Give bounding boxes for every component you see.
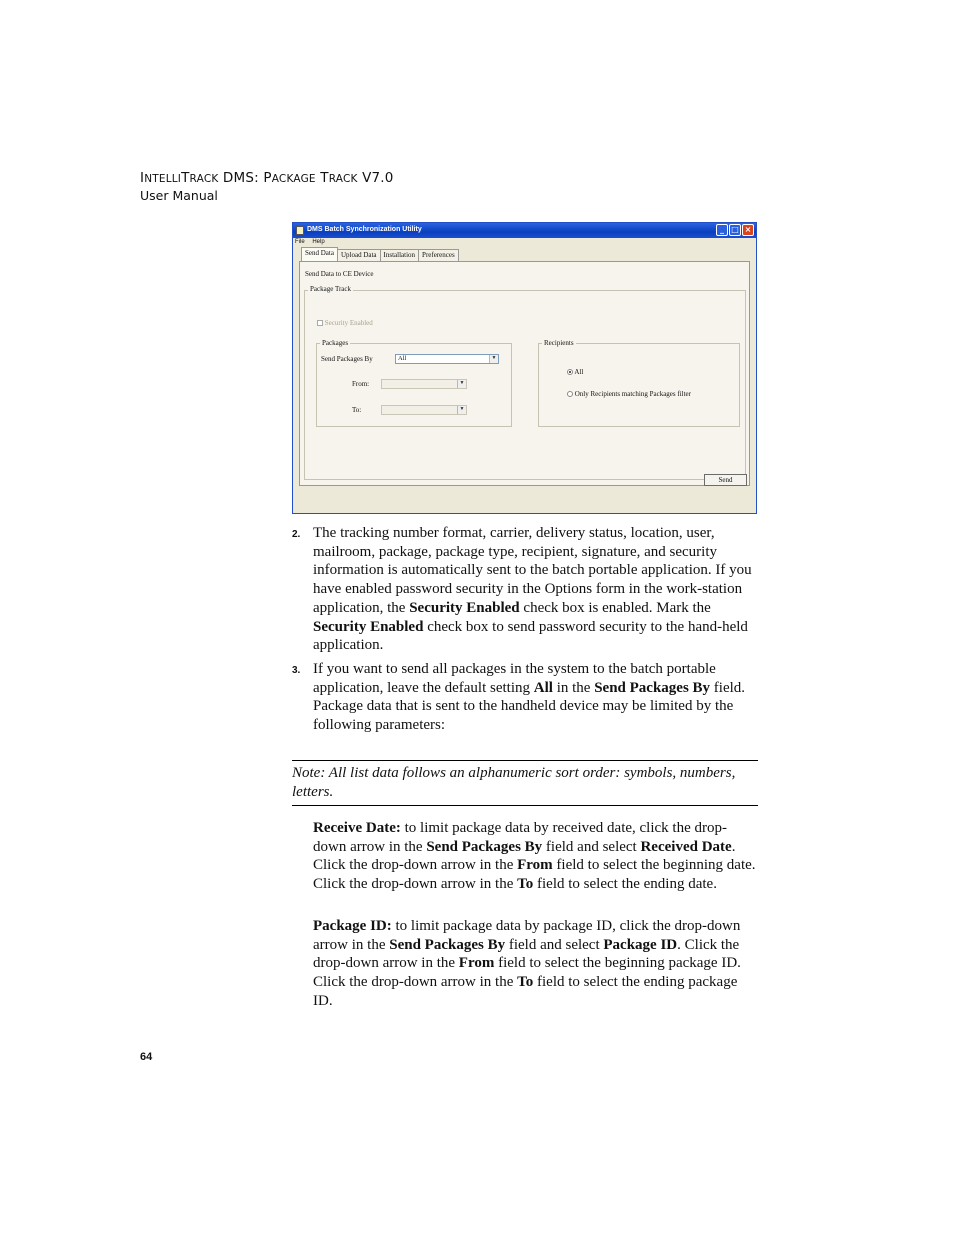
bold-term: Receive Date: [313,820,401,836]
header-part: RACK [189,173,219,185]
note-box: Note: All list data follows an alphanumeric sort order: symbols, numbers, letters. [292,760,758,806]
text-run: field and select [542,838,641,855]
radio-all[interactable] [567,369,573,375]
header-part: T [315,170,329,186]
package-id-paragraph [313,917,758,1011]
menu-file[interactable]: File [295,239,305,245]
bold-term: To [517,974,534,991]
step-3 [292,660,758,735]
radio-all-row[interactable] [567,368,583,376]
chevron-down-icon[interactable]: ▼ [457,380,466,388]
bold-term: Security Enabled [409,599,520,616]
app-icon [296,226,304,235]
text-run: field to select the ending date. [533,876,717,893]
app-window-screenshot [292,222,757,514]
header-part: ACKAGE [271,173,316,185]
step-number: 3. [292,665,301,676]
bold-term: Send Packages By [426,838,543,855]
text-run: field and select [505,936,604,953]
text-run: check box to send password security to the hand-held application. [313,618,748,654]
minimize-icon[interactable]: _ [716,224,728,236]
bold-term: Security Enabled [313,618,424,635]
header-subtitle: User Manual [140,188,218,203]
header-part: NTELLI [144,173,182,185]
bold-term: To [517,876,534,893]
tab-installation[interactable]: Installation [380,249,420,261]
package-track-group [304,285,746,484]
radio-matching-row[interactable] [567,390,691,398]
send-packages-by-select[interactable] [395,354,499,364]
bold-term: From [458,955,495,972]
text-run: . Click the drop-down arrow in the [313,936,740,972]
header-part: I [140,170,145,186]
menu-help[interactable]: Help [312,239,325,245]
window-title: DMS Batch Synchronization Utility [307,226,422,233]
text-run: field to select the ending package ID. [313,974,738,1009]
step-text [313,524,758,655]
page-number: 64 [140,1051,153,1063]
header-part: DMS: P [218,170,272,186]
title-bar [293,223,756,238]
bold-term: From [517,857,553,874]
packages-group [316,339,512,427]
to-label: To: [352,406,362,414]
running-header [140,170,394,186]
send-data-panel [299,261,750,486]
step-number: 2. [292,529,301,540]
tab-preferences[interactable]: Preferences [418,249,459,261]
packages-group-title: Packages [322,339,349,347]
send-button[interactable]: Send [704,474,747,486]
header-part: RACK [328,173,358,185]
text-run: check box is enabled. Mark the [519,599,711,616]
text-run: The tracking number format, carrier, delivery status, location, user, mailroom, package, package type, recipient, signature, and security information is automatically sent to the batch portable application. If you have enabled password security in the Options form in the work-station application, the [313,525,752,616]
recipients-group-title: Recipients [544,339,574,347]
send-packages-by-label: Send Packages By [321,355,373,363]
text-run: in the [552,679,595,696]
text-run: field to select the beginning date. Click the drop-down arrow in the [313,857,756,893]
bold-term: Send Packages By [389,936,506,953]
bold-term: Package ID: [313,918,392,934]
security-checkbox[interactable] [317,320,323,326]
radio-matching-label: Only Recipients matching Packages filter [574,390,691,398]
group-title: Package Track [310,285,352,293]
radio-matching[interactable] [567,391,573,397]
text-run: . Click the drop-down arrow in the [313,838,736,874]
radio-all-label: All [574,368,584,376]
text-run: to limit package data by package ID, click the drop-down arrow in the [313,918,741,953]
step-text [313,660,758,735]
to-select[interactable] [381,405,467,415]
chevron-down-icon[interactable]: ▼ [489,355,498,363]
maximize-icon[interactable]: □ [729,224,741,236]
text-run: field. Package data that is sent to the handheld device may be limited by the following parameters: [313,679,746,734]
bold-term: Package ID [603,936,678,953]
bold-term: Received Date [640,838,732,855]
receive-date-paragraph [313,819,758,894]
bold-term: Send Packages By [594,679,711,696]
from-select[interactable] [381,379,467,389]
chevron-down-icon[interactable]: ▼ [457,406,466,414]
tab-upload-data[interactable]: Upload Data [337,249,381,261]
panel-title: Send Data to CE Device [305,270,374,278]
recipients-group [538,339,740,427]
close-icon[interactable]: × [742,224,754,236]
security-checkbox-row[interactable] [317,319,373,327]
tab-strip [301,249,458,261]
bold-term: All [533,679,553,696]
header-part: T [181,170,190,186]
header-part: V7.0 [357,170,394,186]
text-run: field to select the beginning package ID. Click the drop-down arrow in the [313,955,741,991]
from-label: From: [352,380,370,388]
security-checkbox-label: Security Enabled [324,319,373,327]
text-run: to limit package data by received date, click the drop-down arrow in the [313,820,727,855]
text-run: If you want to send all packages in the system to the batch portable application, leave the default setting [313,661,716,696]
step-2 [292,524,758,655]
tab-send-data[interactable]: Send Data [301,247,338,261]
send-packages-by-value: All [398,355,407,362]
